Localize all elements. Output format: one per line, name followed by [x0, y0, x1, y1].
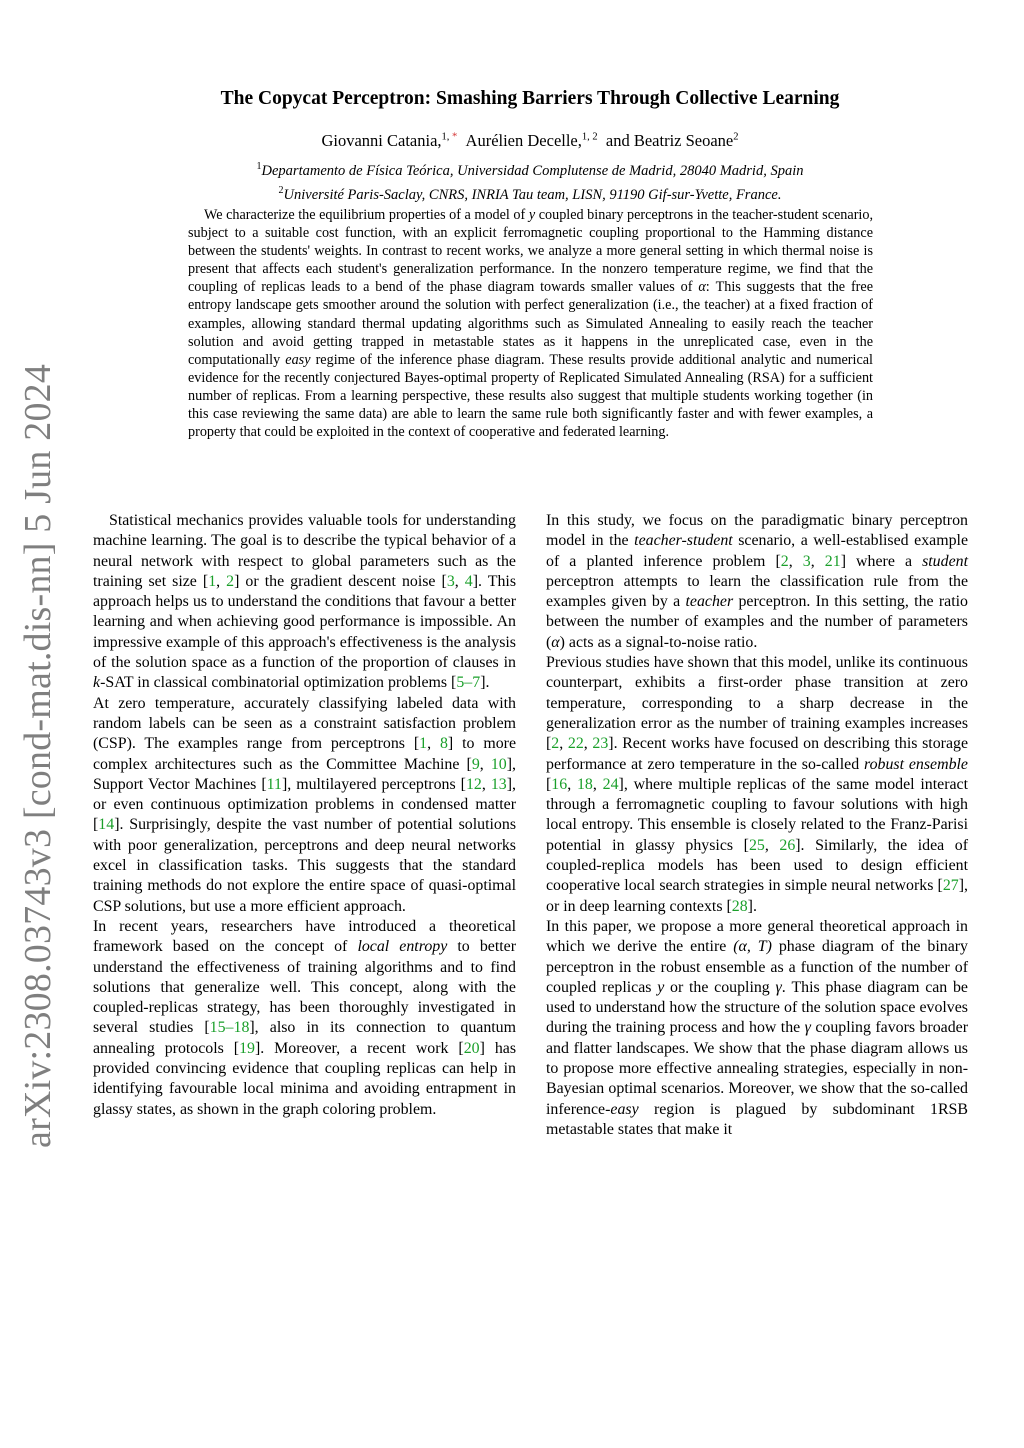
citation-link[interactable]: 8: [439, 735, 448, 753]
math-gamma: γ: [804, 1019, 811, 1037]
left-column: [93, 511, 516, 1120]
text: In this paper, we propose a more general theoretical approach in which we derive the entire: [546, 917, 968, 956]
math-gamma: γ: [775, 978, 782, 996]
text: In recent years, researchers have introduced a theoretical framework based on the concept of: [93, 917, 516, 956]
text: ], multilayered perceptrons [: [281, 775, 466, 793]
left-paragraph-2: [93, 694, 516, 917]
abstract-text-4: regime of the inference phase diagram. These results provide additional analytic and numerical evidence for the recently conjectured Bayes-optimal property of Replicated Simulated Annealing (RSA) for a sufficient number of replicas. From a learning perspective, these results also suggest that multiple students working together (in this case reviewing the same data) are able to learn the same rule both significantly faster and with fewer examples, a property that could be exploited in the context of cooperative and federated learning.: [188, 351, 873, 441]
text: ]. Similarly, the idea of coupled-replica models has been used to design efficient cooperative local search strategies in simple neural networks [: [546, 836, 969, 895]
sep: ,: [567, 775, 577, 793]
citation-link[interactable]: 1: [419, 735, 428, 753]
corresponding-author-mark[interactable]: *: [452, 131, 458, 143]
author-catania: Giovanni Catania,: [321, 131, 442, 150]
affiliations: [120, 157, 940, 205]
author-conjunction: and: [605, 131, 630, 150]
text: ], or even continuous optimization problems in condensed matter [: [93, 775, 517, 834]
em-teacher: teacher: [685, 593, 734, 611]
author-seoane: Beatriz Seoane: [633, 131, 734, 150]
text: ]. Recent works have focused on describing this storage performance at zero temperature in the so-called: [546, 735, 968, 773]
citation-link[interactable]: 23: [592, 735, 609, 753]
citation-link[interactable]: 10: [490, 755, 507, 773]
affiliation-2: [120, 181, 940, 205]
math-alpha-t: (α, T): [733, 938, 772, 956]
text: Statistical mechanics provides valuable tools for understanding machine learning. The goal is to describe the typical behavior of a neural network with respect to global parameters such as the training set size [: [93, 512, 516, 590]
citation-link[interactable]: 5–7: [456, 674, 481, 692]
text: ], Support Vector Machines [: [93, 755, 516, 793]
citation-link[interactable]: 2: [551, 735, 560, 753]
affiliation-2-text: Université Paris-Saclay, CNRS, INRIA Tau team, LISN, 91190 Gif-sur-Yvette, France.: [283, 186, 782, 203]
citation-link[interactable]: 19: [239, 1039, 255, 1057]
citation-link[interactable]: 18: [576, 775, 593, 793]
abstract-em-easy: easy: [285, 351, 311, 368]
sep: ,: [454, 572, 465, 590]
text: coupling favors broader and flatter landscapes. We show that the phase diagram allows us to propose more effective annealing strategies, especially in non-Bayesian optimal scenarios. Moreover, we show that the so-called inference-: [546, 1019, 969, 1118]
text: perceptron. In this setting, the ratio between the number of examples and the number of parameters (: [546, 593, 968, 651]
citation-link[interactable]: 22: [567, 735, 584, 753]
citation-link[interactable]: 27: [942, 877, 959, 895]
author-catania-affil-num: 1,: [441, 131, 453, 143]
text: ], also in its connection to quantum annealing protocols [: [93, 1019, 516, 1057]
em-robust-ensemble: robust ensemble: [863, 755, 968, 773]
citation-link[interactable]: 26: [779, 836, 796, 854]
citation-link[interactable]: 20: [463, 1039, 480, 1057]
arxiv-identifier[interactable]: arXiv:2308.03743v3 [cond-mat.dis-nn] 5 Jun 2024: [17, 363, 59, 1148]
math-alpha: α: [551, 633, 560, 651]
citation-link[interactable]: 28: [731, 897, 748, 915]
author-catania-affiliation: [442, 132, 458, 143]
citation-link[interactable]: 21: [824, 552, 841, 570]
text: ]. This approach helps us to understand the conditions that favour a better learning and when achieving good performance is impossible. An impressive example of this approach's effectiveness is the analysis of the solution space as a function of the proportion of clauses in: [93, 572, 516, 672]
affiliation-2-number: 2: [278, 184, 284, 196]
right-paragraph-3: [546, 917, 968, 1140]
em-local-entropy: local entropy: [357, 938, 448, 956]
text: phase diagram of the binary perceptron in the robust ensemble as a function of the number of coupled replicas: [546, 938, 968, 996]
text: -SAT in classical combinatorial optimization problems [: [100, 674, 457, 692]
sep: ,: [764, 836, 780, 854]
em-student: student: [922, 552, 968, 570]
text: ) acts as a signal-to-noise ratio.: [559, 633, 758, 651]
author-decelle: Aurélien Decelle,: [465, 131, 582, 150]
author-seoane-affiliation: 2: [733, 131, 739, 143]
em-teacher-student: teacher-student: [634, 532, 733, 550]
abstract-text-1: We characterize the equilibrium properties of a model of: [204, 207, 529, 223]
text: ], or in deep learning contexts [: [546, 877, 968, 915]
text: ] has provided convincing evidence that coupling replicas can help in identifying favourable local minima and avoiding entrapment in glassy states, as shown in the graph coloring problem.: [93, 1039, 516, 1118]
right-column: [546, 511, 968, 1140]
text: ]. Surprisingly, despite the vast number of potential solutions with poor generalization, perceptrons and deep neural networks excel in classification tasks. This suggests that the standard training methods do not explore the entire space of quasi-optimal CSP solutions, but use a more efficient approach.: [93, 816, 516, 915]
affiliation-1-text: Departamento de Física Teórica, Universidad Complutense de Madrid, 28040 Madrid, Spain: [261, 162, 804, 179]
abstract-text-2: coupled binary perceptrons in the teacher-student scenario, subject to a suitable cost function, with an explicit ferromagnetic coupling proportional to the Hamming distance between the students' weights. In contrast to recent works, we analyze a more general setting in which thermal noise is present that affects each student's generalization performance. In the nonzero temperature regime, we find that the coupling of replicas leads to a bend of the phase diagram towards smaller values of: [188, 207, 873, 296]
text: ], where multiple replicas of the same model interact through a ferromagnetic coupling to favour solutions with high local entropy. This ensemble is closely related to the Franz-Parisi potential in glassy physics [: [546, 775, 969, 854]
citation-link[interactable]: 15–18: [209, 1019, 250, 1037]
text: . This phase diagram can be used to understand how the structure of the solution space evolves during the training process and how the: [546, 978, 968, 1037]
citation-link[interactable]: 25: [748, 836, 765, 854]
text: ] to more complex architectures such as the Committee Machine [: [93, 735, 516, 773]
text: ] where a: [840, 552, 923, 570]
citation-link[interactable]: 2: [226, 572, 235, 590]
text: ].: [480, 674, 490, 692]
text: ]. Moreover, a recent work [: [254, 1039, 464, 1057]
citation-link[interactable]: 9: [471, 755, 480, 773]
text: Previous studies have shown that this model, unlike its continuous counterpart, exhibits a first-order phase transition at zero temperature, corresponding to a sharp decrease in the generalization error as the number of training examples increases [: [546, 654, 968, 753]
sep: ,: [427, 735, 440, 753]
text: to better understand the effectiveness of training algorithms and to find solutions that generalize well. This concept, along with the coupled-replicas strategy, has been thoroughly investigated in several studies [: [93, 938, 516, 1037]
left-paragraph-1: [93, 511, 516, 694]
citation-link[interactable]: 3: [446, 572, 455, 590]
text: [: [546, 775, 552, 793]
math-y: y: [657, 978, 665, 996]
text: ] or the gradient descent noise [: [234, 572, 447, 590]
abstract-text-3: : This suggests that the free entropy landscape gets smoother around the solution with perfect generalization (i.e., the teacher) at a fixed fraction of examples, allowing standard thermal updating algorithms such as Simulated Annealing to easily reach the teacher solution and avoid getting trapped in metastable states as it happens in the unreplicated case, even in the computationally: [188, 279, 873, 368]
author-list: [120, 131, 940, 151]
text: perceptron attempts to learn the classification rule from the examples given by a: [546, 572, 968, 611]
author-decelle-affiliation: 1, 2: [581, 131, 598, 143]
abstract: [188, 206, 873, 441]
citation-link[interactable]: 4: [464, 572, 473, 590]
text: ].: [747, 897, 757, 915]
sep: ,: [788, 552, 803, 570]
citation-link[interactable]: 3: [802, 552, 811, 570]
citation-link[interactable]: 14: [98, 816, 115, 834]
sep: ,: [583, 735, 593, 753]
citation-link[interactable]: 1: [208, 572, 217, 590]
abstract-var-alpha: α: [698, 279, 706, 296]
paper-title: The Copycat Perceptron: Smashing Barriers Through Collective Learning: [220, 88, 840, 109]
citation-link[interactable]: 2: [780, 552, 789, 570]
math-k: k: [93, 674, 101, 692]
text: In this study, we focus on the paradigmatic binary perceptron model in the: [546, 512, 968, 550]
text: scenario, a well-establised example of a planted inference problem [: [546, 532, 968, 570]
citation-link[interactable]: 11: [266, 775, 282, 793]
sep: ,: [592, 775, 603, 793]
text: region is plagued by subdominant 1RSB metastable states that make it: [546, 1100, 968, 1138]
abstract-var-y: y: [528, 207, 536, 223]
citation-link[interactable]: 13: [490, 775, 507, 793]
text: At zero temperature, accurately classifying labeled data with random labels can be seen as a constraint satisfaction problem (CSP). The examples range from perceptrons [: [93, 694, 516, 753]
affiliation-1: [120, 157, 940, 181]
sep: ,: [810, 552, 825, 570]
em-easy: easy: [610, 1100, 639, 1118]
affiliation-1-number: 1: [256, 161, 262, 172]
text: or the coupling: [664, 978, 776, 996]
citation-link[interactable]: 24: [602, 775, 619, 793]
sep: ,: [481, 775, 491, 793]
left-paragraph-3: [93, 917, 516, 1120]
sep: ,: [559, 735, 568, 753]
right-paragraph-2: [546, 653, 968, 917]
sep: ,: [216, 572, 227, 590]
sep: ,: [479, 755, 491, 773]
citation-link[interactable]: 16: [551, 775, 568, 793]
right-paragraph-1: [546, 511, 968, 653]
citation-link[interactable]: 12: [465, 775, 482, 793]
